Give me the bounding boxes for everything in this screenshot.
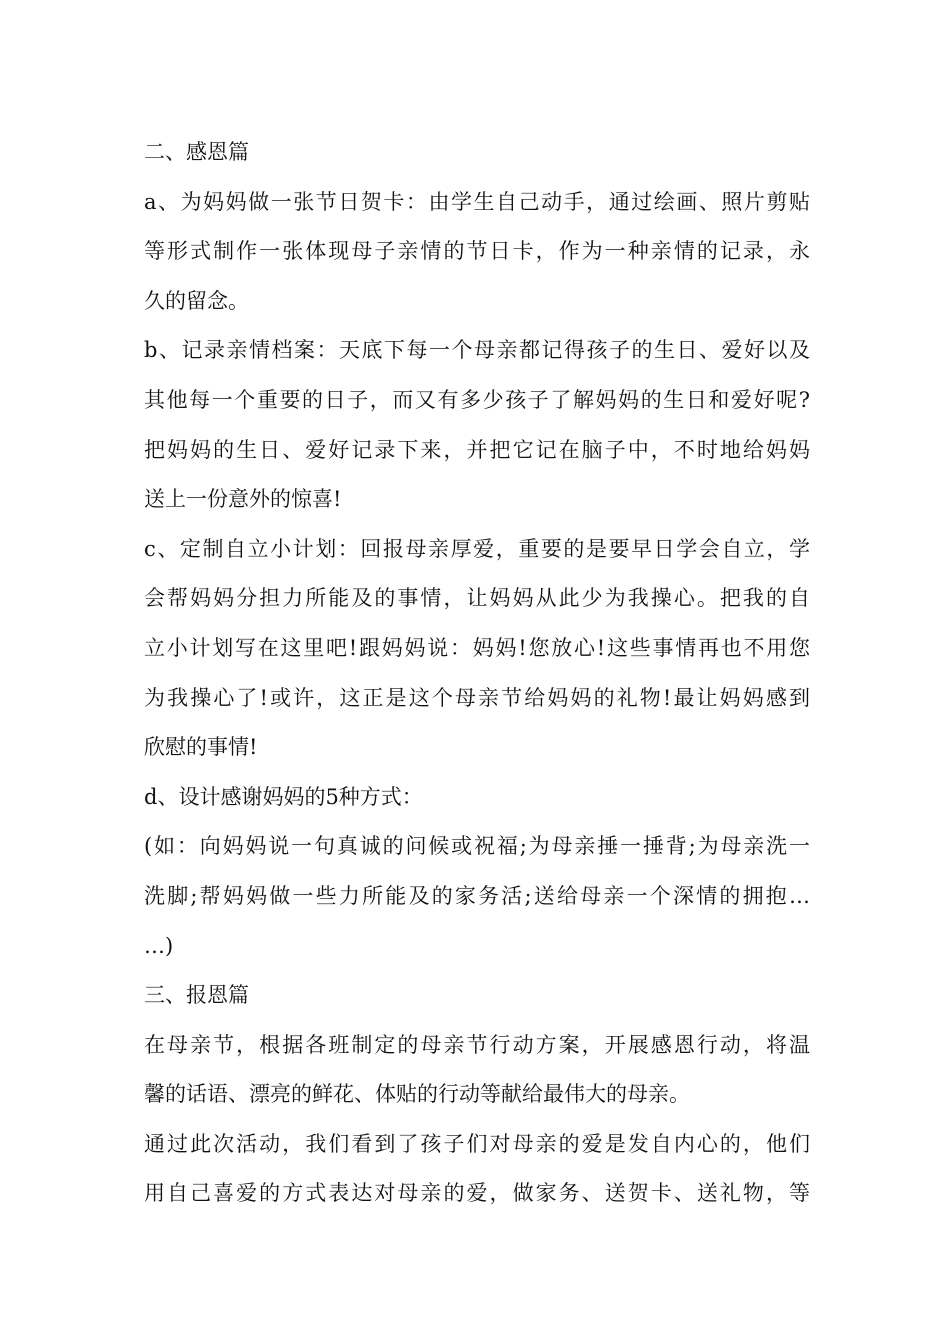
text-line: 送上一份意外的惊喜! [144,487,342,512]
text-line: 欣慰的事情! [144,735,258,760]
text-line: 久的留念。 [144,288,249,313]
text-line: 二、感恩篇 [144,140,249,164]
text-line: …) [144,933,174,958]
text-line: 通过此次活动，我们看到了孩子们对母亲的爱是发自内心的，他们 [144,1131,810,1156]
document-body [144,134,810,1225]
text-line: 把妈妈的生日、爱好记录下来，并把它记在脑子中，不时地给妈妈 [144,437,810,462]
text-line: b、记录亲情档案：天底下每一个母亲都记得孩子的生日、爱好以及 [144,338,810,363]
text-line: 立小计划写在这里吧!跟妈妈说：妈妈!您放心!这些事情再也不用您 [144,635,810,660]
text-line: 为我操心了!或许，这正是这个母亲节给妈妈的礼物!最让妈妈感到 [144,685,810,710]
text-line: c、定制自立小计划：回报母亲厚爱，重要的是要早日学会自立，学 [144,536,810,561]
text-line: 用自己喜爱的方式表达对母亲的爱，做家务、送贺卡、送礼物，等 [144,1181,810,1206]
text-line: 等形式制作一张体现母子亲情的节日卡，作为一种亲情的记录，永 [144,239,810,264]
text-line: (如：向妈妈说一句真诚的问候或祝福;为母亲捶一捶背;为母亲洗一 [144,834,810,859]
text-line: 其他每一个重要的日子，而又有多少孩子了解妈妈的生日和爱好呢? [144,387,810,412]
text-line: 在母亲节，根据各班制定的母亲节行动方案，开展感恩行动，将温 [144,1032,810,1057]
text-line: 会帮妈妈分担力所能及的事情，让妈妈从此少为我操心。把我的自 [144,586,810,611]
text-line: a、为妈妈做一张节日贺卡：由学生自己动手，通过绘画、照片剪贴 [144,189,810,214]
text-line: 洗脚;帮妈妈做一些力所能及的家务活;送给母亲一个深情的拥抱… [144,883,810,908]
text-line: d、设计感谢妈妈的5种方式： [144,784,423,809]
text-line: 馨的话语、漂亮的鲜花、体贴的行动等献给最伟大的母亲。 [144,1082,690,1107]
text-line: 三、报恩篇 [144,983,249,1008]
